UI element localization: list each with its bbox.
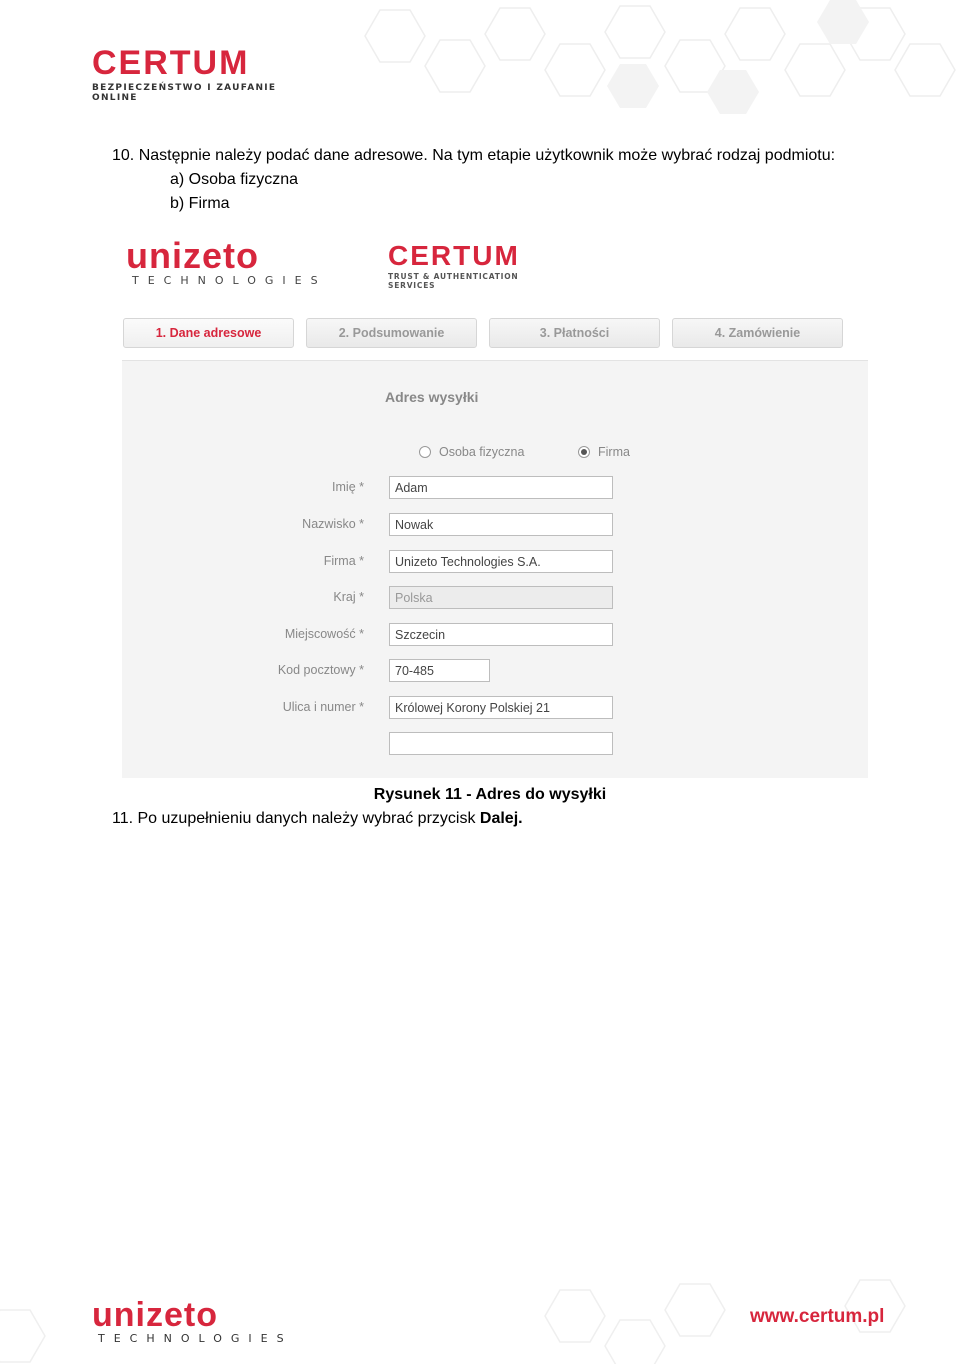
address-form-screenshot [120, 232, 870, 780]
unizeto-footer-subtitle: TECHNOLOGIES [98, 1332, 293, 1345]
unizeto-logo [126, 235, 327, 287]
option-b-text: b) Firma [170, 195, 230, 212]
city-label: Miejscowość * [284, 627, 364, 641]
certum-figure-tagline: TRUST & AUTHENTICATION SERVICES [388, 272, 519, 290]
first-name-field[interactable]: Adam [389, 476, 613, 499]
country-label: Kraj * [333, 590, 364, 604]
certum-logo-word: CERTUM [92, 44, 250, 82]
unizeto-footer-logo [92, 1298, 292, 1345]
country-field: Polska [389, 586, 613, 609]
certum-logo-tagline: BEZPIECZEŃSTWO I ZAUFANIE ONLINE [92, 83, 277, 103]
certum-logo [92, 46, 292, 103]
radio-company[interactable] [578, 445, 630, 459]
radio-person-label: Osoba fizyczna [439, 445, 525, 459]
radio-company-label: Firma [598, 445, 630, 459]
unizeto-logo-word: unizeto [126, 235, 259, 276]
street-line-2-field[interactable] [389, 732, 613, 755]
option-a-text: a) Osoba fizyczna [170, 171, 299, 188]
step-11-button-name: Dalej. [479, 810, 523, 827]
street-field[interactable]: Królowej Korony Polskiej 21 [389, 696, 613, 719]
last-name-label: Nazwisko * [302, 517, 364, 531]
tab-zamowienie[interactable]: 4. Zamówienie [672, 318, 843, 348]
city-field[interactable]: Szczecin [389, 623, 613, 646]
radio-company-button[interactable] [578, 446, 590, 458]
checkout-steps [123, 318, 843, 348]
panel-title: Adres wysyłki [385, 389, 479, 405]
address-panel [122, 360, 868, 778]
certum-logo-figure [388, 242, 568, 290]
unizeto-footer-word: unizeto [92, 1296, 218, 1334]
company-field[interactable]: Unizeto Technologies S.A. [389, 550, 613, 573]
tab-platnosci[interactable]: 3. Płatności [489, 318, 660, 348]
postal-code-label: Kod pocztowy * [277, 663, 364, 677]
radio-person[interactable] [419, 445, 524, 459]
certum-figure-word: CERTUM [388, 240, 520, 271]
website-link[interactable]: www.certum.pl [750, 1306, 885, 1327]
tab-podsumowanie[interactable]: 2. Podsumowanie [306, 318, 477, 348]
figure-caption: Rysunek 11 - Adres do wysyłki [373, 786, 607, 803]
first-name-label: Imię * [332, 480, 364, 494]
company-label: Firma * [323, 554, 364, 568]
street-label: Ulica i numer * [282, 700, 364, 714]
step-10-text: 10. Następnie należy podać dane adresowe. Na tym etapie użytkownik może wybrać rodzaj podmiotu: [112, 147, 836, 164]
radio-person-button[interactable] [419, 446, 431, 458]
step-11-body: 11. Po uzupełnieniu danych należy wybrać przycisk [112, 810, 480, 827]
postal-code-field[interactable]: 70-485 [389, 659, 490, 682]
step-11-text [112, 807, 523, 831]
unizeto-logo-subtitle: TECHNOLOGIES [132, 274, 327, 287]
tab-dane-adresowe[interactable]: 1. Dane adresowe [123, 318, 294, 348]
last-name-field[interactable]: Nowak [389, 513, 613, 536]
